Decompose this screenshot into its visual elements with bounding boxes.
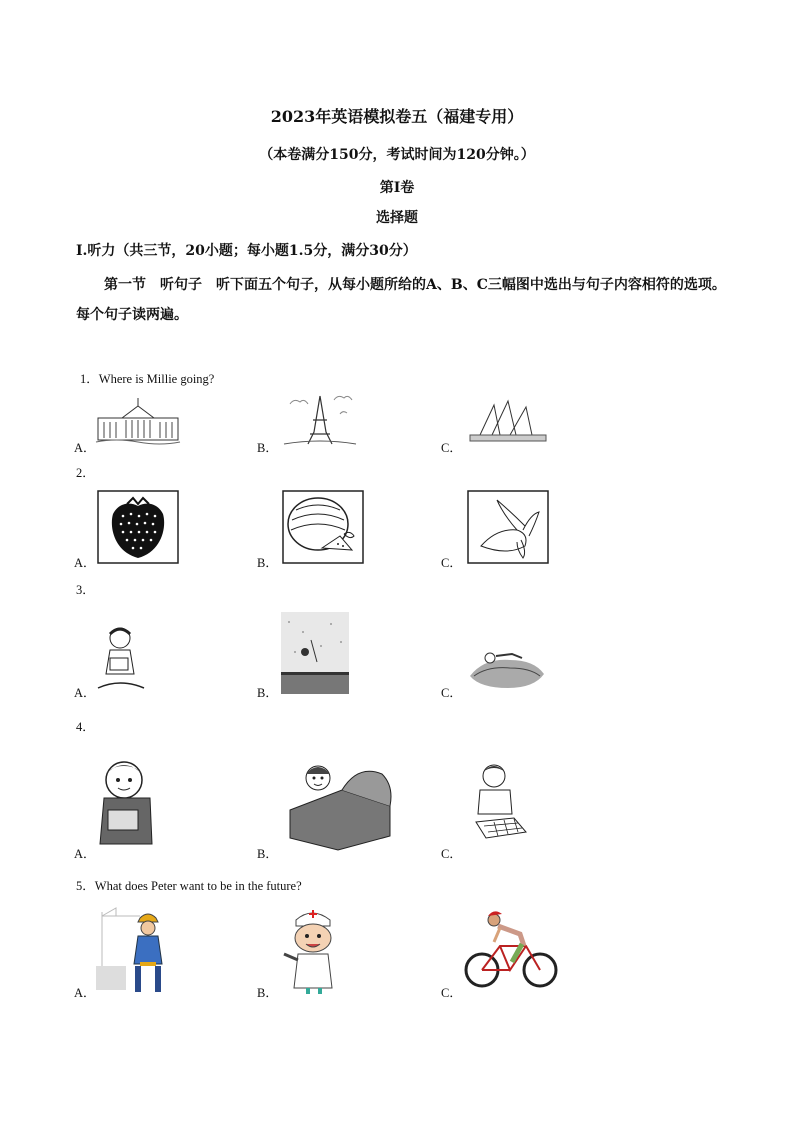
boy-drawing-icon xyxy=(470,762,530,848)
option-label: A． xyxy=(74,847,96,861)
question-number: 3． xyxy=(76,583,95,597)
page-title: 2023年英语模拟卷五（福建专用） xyxy=(270,107,524,126)
engineer-icon xyxy=(96,906,176,996)
option-label: B． xyxy=(257,441,278,455)
option-label: C． xyxy=(441,686,462,700)
question-5 xyxy=(76,876,302,894)
option-label: B． xyxy=(257,847,278,861)
white-house-icon xyxy=(96,396,180,446)
banana-icon xyxy=(467,490,549,564)
question-number: 5． xyxy=(76,879,95,893)
listening-heading: Ⅰ.听力（共三节，20小题；每小题1.5分，满分30分） xyxy=(76,243,417,259)
question-1 xyxy=(80,369,214,387)
watermelon-icon xyxy=(282,490,364,564)
swimming-icon xyxy=(464,640,548,692)
option-label: C． xyxy=(441,556,462,570)
option-label: C． xyxy=(441,441,462,455)
question-3 xyxy=(76,580,95,598)
question-text: Where is Millie going? xyxy=(98,372,215,386)
option-label: C． xyxy=(441,986,462,1000)
option-label: A． xyxy=(74,686,96,700)
question-text: What does Peter want to be in the future? xyxy=(94,879,302,893)
volume-label: 第Ⅰ卷 xyxy=(379,180,415,196)
windsurfing-icon xyxy=(281,612,351,696)
eiffel-tower-icon xyxy=(280,392,360,448)
doctor-icon xyxy=(278,906,348,996)
cyclist-icon xyxy=(464,906,558,996)
question-number: 4． xyxy=(76,720,95,734)
question-number: 2． xyxy=(76,466,95,480)
option-label: A． xyxy=(74,556,96,570)
question-4 xyxy=(76,717,95,735)
girl-in-bed-icon xyxy=(282,760,394,852)
boy-with-book-icon xyxy=(96,756,160,848)
question-number: 1． xyxy=(80,372,99,386)
option-label: A． xyxy=(74,986,96,1000)
option-label: B． xyxy=(257,986,278,1000)
exam-info: （本卷满分150分，考试时间为120分钟。） xyxy=(259,147,535,163)
strawberry-icon xyxy=(97,490,179,564)
option-label: B． xyxy=(257,556,278,570)
option-label: C． xyxy=(441,847,462,861)
sydney-opera-house-icon xyxy=(466,399,550,445)
section-label: 选择题 xyxy=(376,210,418,226)
question-2 xyxy=(76,463,95,481)
option-label: B． xyxy=(257,686,278,700)
boy-reading-icon xyxy=(96,626,146,696)
part-instruction: 第一节 听句子 听下面五个句子，从每小题所给的A、B、C三幅图中选出与句子内容相符的选项。每个句子读两遍。 xyxy=(76,277,726,323)
option-label: A． xyxy=(74,441,96,455)
